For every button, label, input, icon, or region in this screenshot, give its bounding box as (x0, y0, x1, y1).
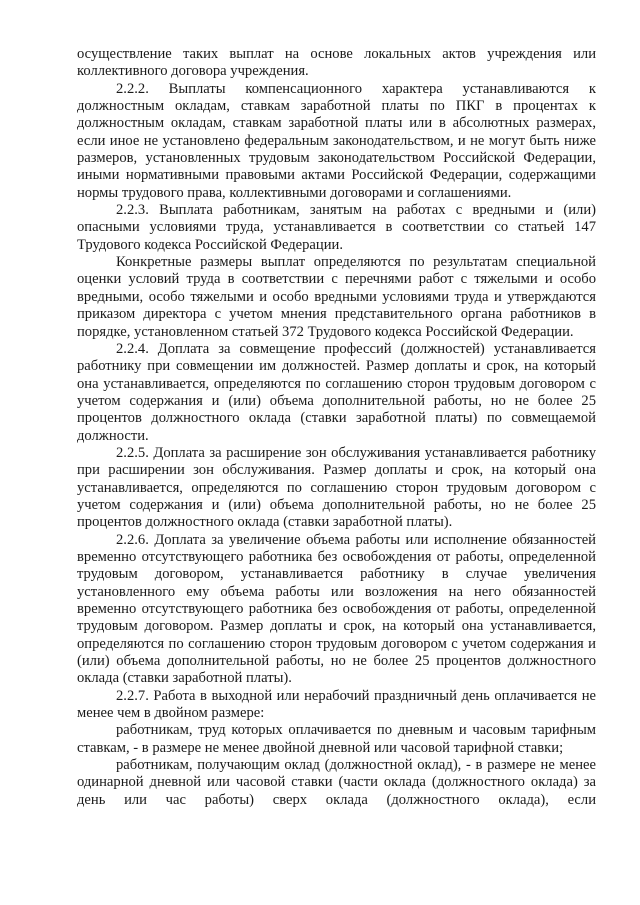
paragraph-2-2-7-hourly: работникам, труд которых оплачивается по дневным и часовым тарифным ставкам, - в размере не менее двойной дневной или часовой тарифной ставки; (77, 722, 596, 756)
paragraph-intro-continuation: осуществление таких выплат на основе локальных актов учреждения или коллективного договора учреждения. (77, 46, 596, 80)
paragraph-2-2-3-details: Конкретные размеры выплат определяются по результатам специальной оценки условий труда в соответствии с перечнями работ с тяжелыми и особо вредными, особо тяжелыми и особо вредными условиями труда и утверждаются приказом директора с учетом мнения представительного органа работников в порядке, установленном статьей 372 Трудового кодекса Российской Федерации. (77, 254, 596, 340)
paragraph-2-2-4: 2.2.4. Доплата за совмещение профессий (должностей) устанавливается работнику при совмещении им должностей. Размер доплаты и срок, на который она устанавливается, определяются по соглашению сторон трудовым договором с учетом содержания и (или) объема дополнительной работы, но не более 25 процентов должностного оклада (ставки заработной платы) по совмещаемой должности. (77, 340, 596, 444)
paragraph-2-2-2: 2.2.2. Выплаты компенсационного характера устанавливаются к должностным окладам, ставкам заработной платы по ПКГ в процентах к должностным окладам, ставкам заработной платы или в абсолютных размерах, если иное не установлено федеральным законодательством, и не могут быть ниже размеров, установленных трудовым законодательством Российской Федерации, иными нормативными правовыми актами Российской Федерации, содержащими нормы трудового права, коллективными договорами и соглашениями. (77, 80, 596, 201)
paragraph-2-2-7: 2.2.7. Работа в выходной или нерабочий праздничный день оплачивается не менее чем в двойном размере: (77, 687, 596, 722)
paragraph-2-2-5: 2.2.5. Доплата за расширение зон обслуживания устанавливается работнику при расширении зон обслуживания. Размер доплаты и срок, на который она устанавливается, определяются по соглашению сторон трудовым договором с учетом содержания и (или) объема дополнительной работы, но не более 25 процентов должностного оклада (ставки заработной платы). (77, 444, 596, 531)
paragraph-2-2-7-salary: работникам, получающим оклад (должностной оклад), - в размере не менее одинарной дневной или часовой ставки (части оклада (должностного оклада) за день или час работы) сверх оклада (должностного оклада), если (77, 757, 596, 808)
paragraph-2-2-3: 2.2.3. Выплата работникам, занятым на работах с вредными и (или) опасными условиями труда, устанавливается в соответствии со статьей 147 Трудового кодекса Российской Федерации. (77, 202, 596, 253)
paragraph-2-2-6: 2.2.6. Доплата за увеличение объема работы или исполнение обязанностей временно отсутствующего работника без освобождения от работы, определенной трудовым договором, устанавливается работнику в случае увеличения установленного ему объема работы или возложения на него обязанностей временно отсутствующего работника без освобождения от работы, определенной трудовым договором. Размер доплаты и срок, на который она устанавливается, определяются по соглашению сторон трудовым договором с учетом содержания и (или) объема дополнительной работы, но не более 25 процентов должностного оклада (ставки заработной платы). (77, 531, 596, 687)
